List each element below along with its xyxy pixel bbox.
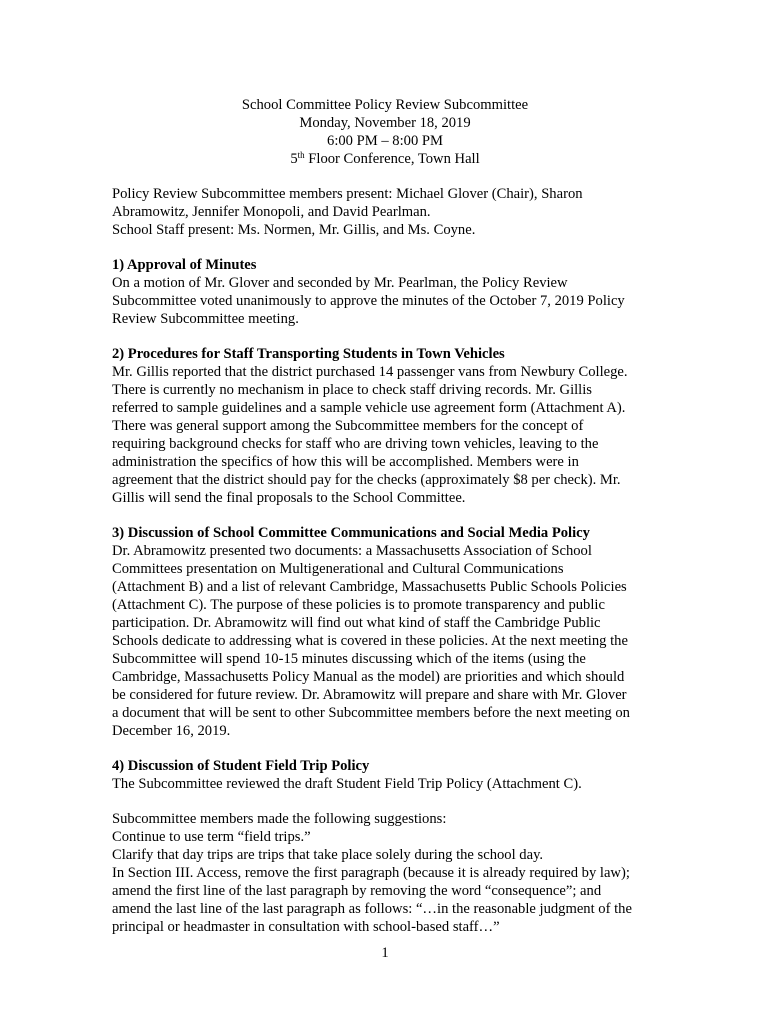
paragraph-line: Subcommittee voted unanimously to approve the minutes of the October 7, 2019 Policy [112, 293, 625, 309]
committee-title: School Committee Policy Review Subcommittee [241, 97, 529, 113]
paragraph-line: Dr. Abramowitz presented two documents: a Massachusetts Association of School [112, 543, 592, 559]
suggestions-intro: Subcommittee members made the following suggestions: [112, 811, 447, 827]
section-field-trip-policy [112, 757, 658, 793]
meeting-location: 5th Floor Conference, Town Hall [290, 150, 480, 167]
attendance [112, 185, 658, 239]
meeting-time: 6:00 PM – 8:00 PM [327, 133, 443, 149]
paragraph-line: agreement that the district should pay for the checks (approximately $8 per check). Mr. [112, 472, 621, 488]
section-heading: 4) Discussion of Student Field Trip Policy [112, 758, 370, 774]
meeting-date: Monday, November 18, 2019 [299, 115, 471, 131]
suggestion-line: principal or headmaster in consultation with school-based staff…” [112, 919, 500, 935]
section-staff-transport [112, 345, 658, 507]
suggestion-line: amend the last line of the last paragraph as follows: “…in the reasonable judgment of the [112, 901, 632, 917]
suggestion-line: Clarify that day trips are trips that take place solely during the school day. [112, 847, 544, 863]
paragraph-line: requiring background checks for staff who are driving town vehicles, leaving to the [112, 436, 599, 452]
members-present-line: Policy Review Subcommittee members present: Michael Glover (Chair), Sharon [112, 186, 583, 202]
section-heading: 1) Approval of Minutes [112, 257, 257, 273]
paragraph-line: referred to sample guidelines and a sample vehicle use agreement form (Attachment A). [112, 400, 626, 416]
suggestion-line: amend the first line of the last paragraph by removing the word “consequence”; and [112, 883, 602, 899]
section-heading: 2) Procedures for Staff Transporting Students in Town Vehicles [112, 346, 505, 362]
suggestions-list [112, 810, 658, 936]
minutes-body [112, 185, 658, 936]
suggestion-line: Continue to use term “field trips.” [112, 829, 311, 845]
paragraph-line: Mr. Gillis reported that the district purchased 14 passenger vans from Newbury College. [112, 364, 628, 380]
paragraph-line: Subcommittee will spend 10-15 minutes discussing which of the items (using the [112, 651, 586, 667]
paragraph-line: a document that will be sent to other Subcommittee members before the next meeting on [112, 705, 630, 721]
paragraph-line: Review Subcommittee meeting. [112, 311, 299, 327]
paragraph-line: Gillis will send the final proposals to the School Committee. [112, 490, 466, 506]
paragraph-line: (Attachment C). The purpose of these policies is to promote transparency and public [112, 597, 605, 613]
members-present-line: Abramowitz, Jennifer Monopoli, and David Pearlman. [112, 204, 431, 220]
staff-present-line: School Staff present: Ms. Normen, Mr. Gillis, and Ms. Coyne. [112, 222, 476, 238]
paragraph-line: participation. Dr. Abramowitz will find out what kind of staff the Cambridge Public [112, 615, 601, 631]
section-approval-of-minutes [112, 256, 658, 328]
paragraph-line: Cambridge, Massachusetts Policy Manual as the model) are priorities and which should [112, 669, 625, 685]
paragraph-line: administration the specifics of how this will be accomplished. Members were in [112, 454, 579, 470]
paragraph-line: The Subcommittee reviewed the draft Student Field Trip Policy (Attachment C). [112, 776, 582, 792]
paragraph-line: (Attachment B) and a list of relevant Cambridge, Massachusetts Public Schools Policies [112, 579, 627, 595]
paragraph-line: Schools dedicate to addressing what is covered in these policies. At the next meeting the [112, 633, 628, 649]
paragraph-line: There is currently no mechanism in place to check staff driving records. Mr. Gillis [112, 382, 592, 398]
section-communications-policy [112, 524, 658, 740]
section-heading: 3) Discussion of School Committee Communications and Social Media Policy [112, 525, 590, 541]
paragraph-line: On a motion of Mr. Glover and seconded by Mr. Pearlman, the Policy Review [112, 275, 568, 291]
page-number: 1 [381, 945, 389, 961]
paragraph-line: be considered for future review. Dr. Abramowitz will prepare and share with Mr. Glover [112, 687, 627, 703]
paragraph-line: December 16, 2019. [112, 723, 231, 739]
meeting-header [112, 96, 658, 168]
paragraph-line: There was general support among the Subcommittee members for the concept of [112, 418, 584, 434]
suggestion-line: In Section III. Access, remove the first paragraph (because it is already required by law); [112, 865, 630, 881]
paragraph-line: Committees presentation on Multigenerational and Cultural Communications [112, 561, 564, 577]
